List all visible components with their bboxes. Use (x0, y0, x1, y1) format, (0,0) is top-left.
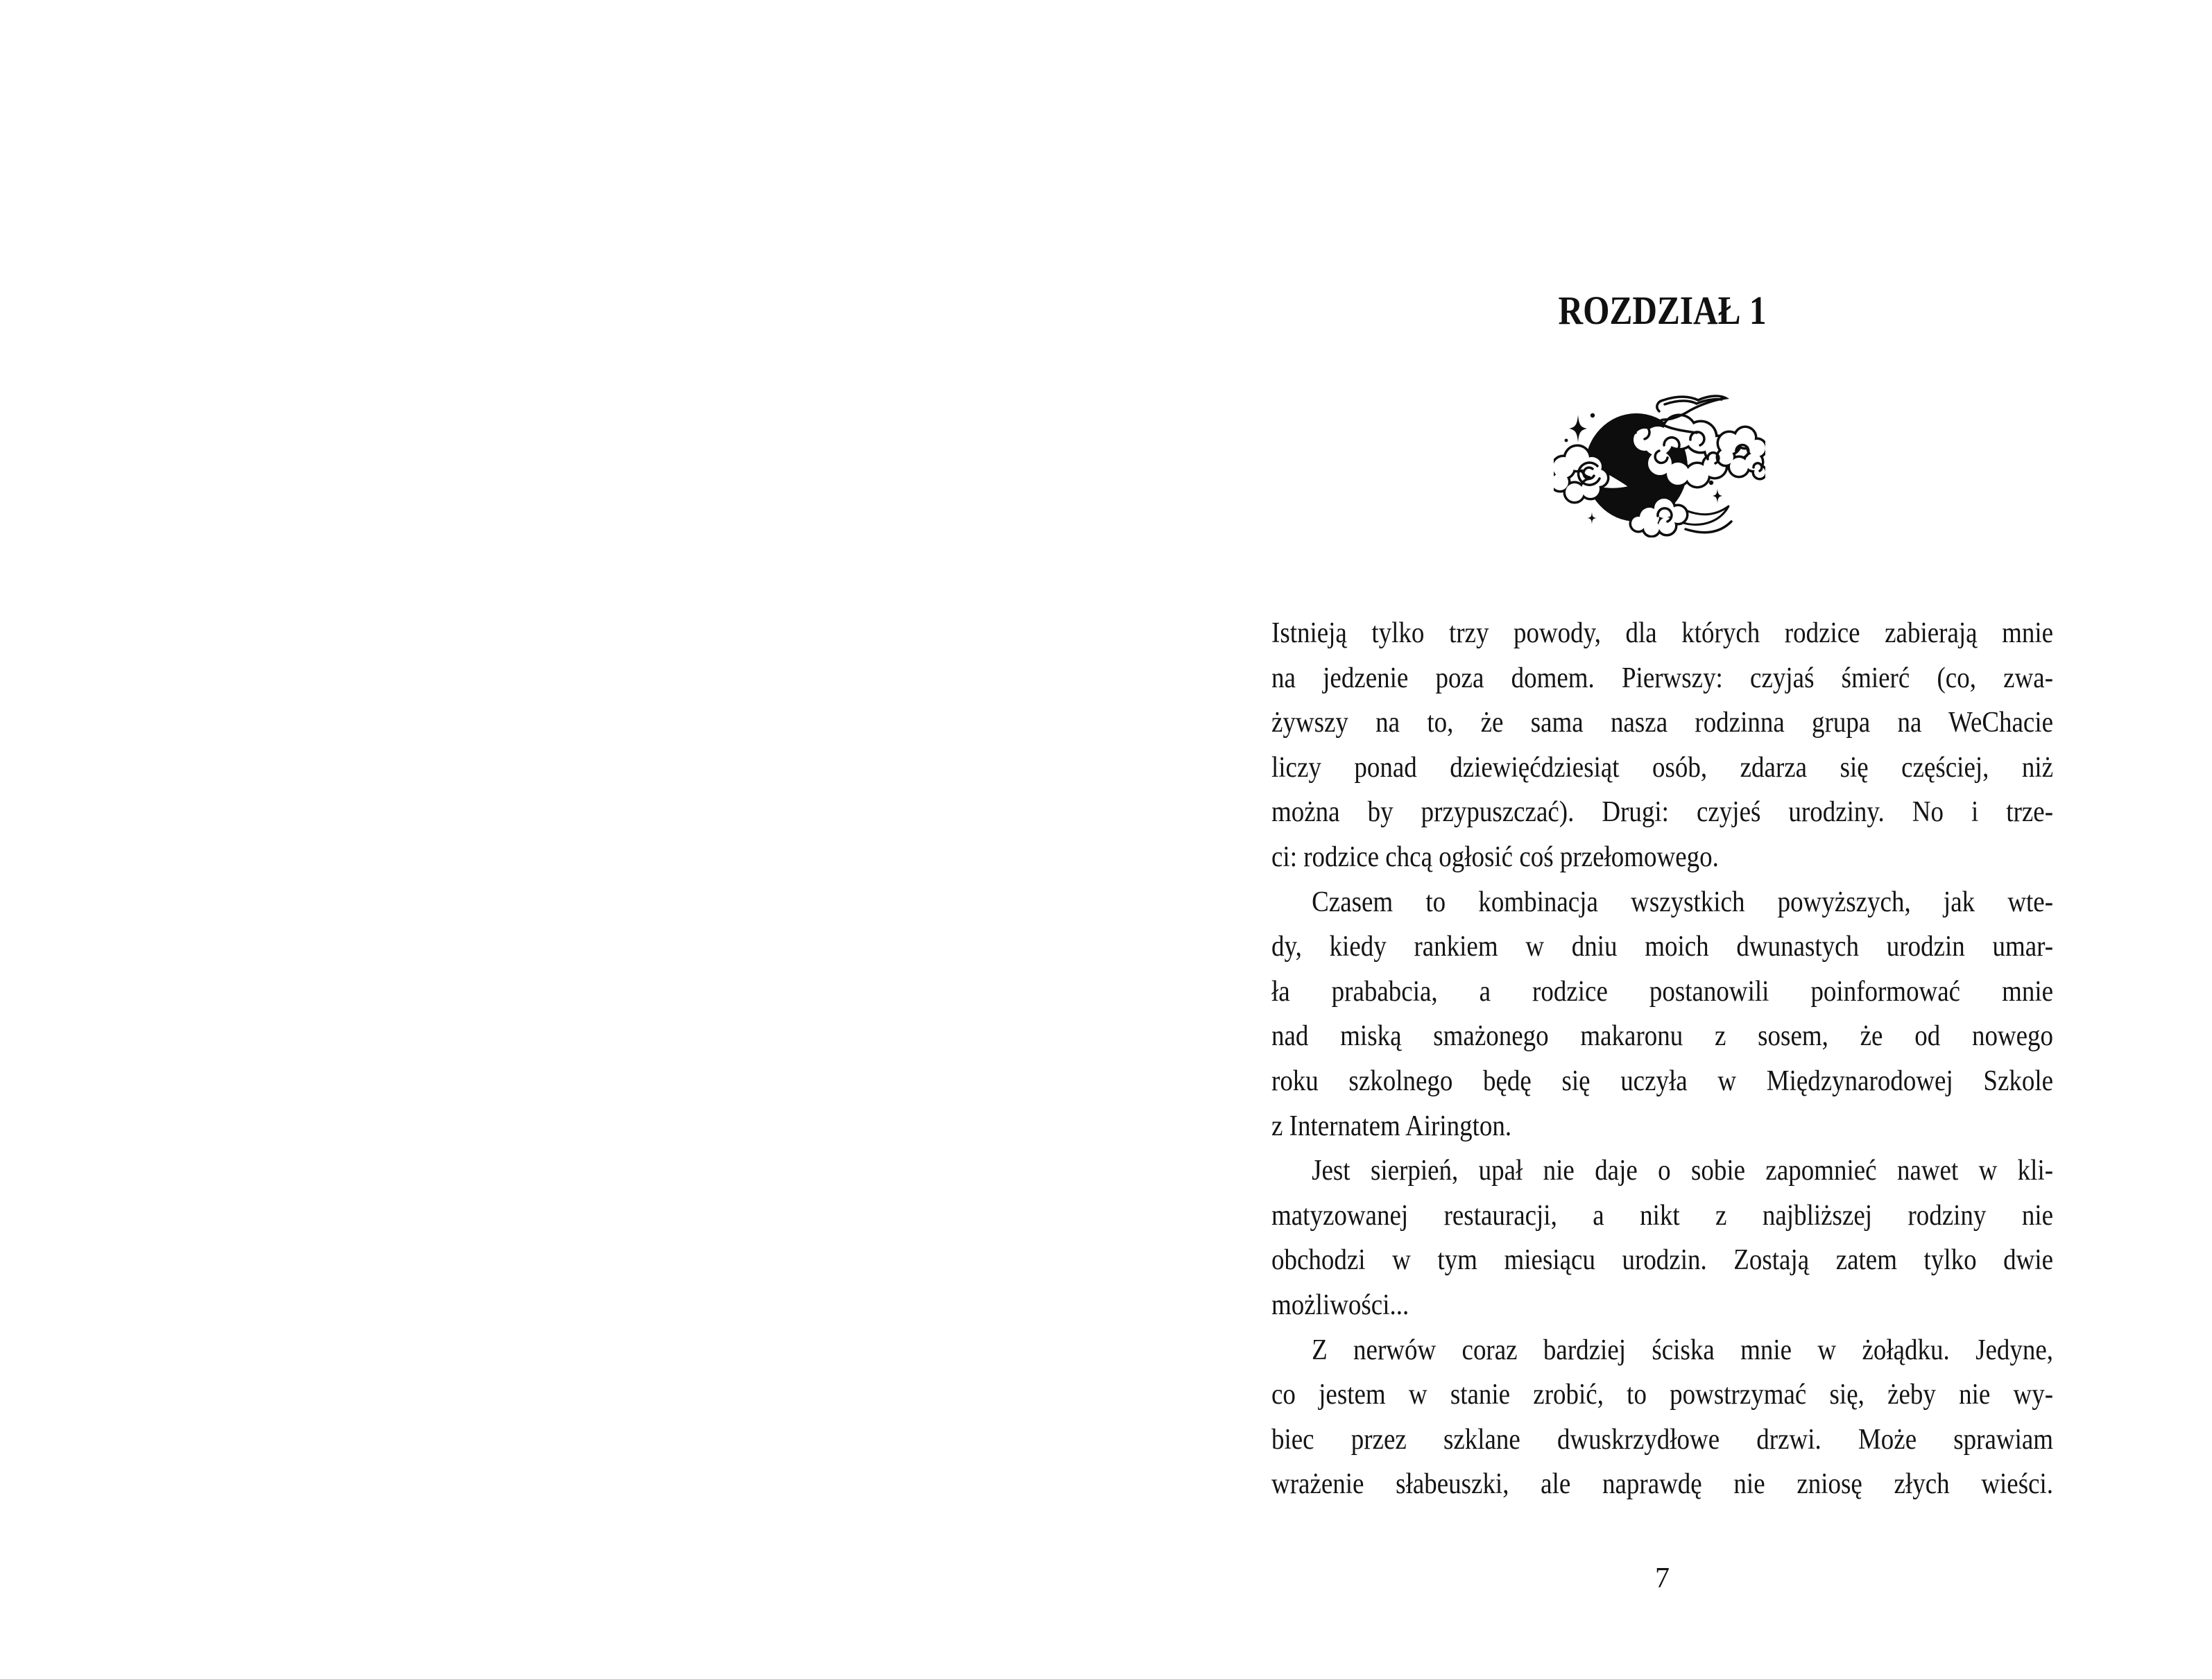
text-line: wrażenie słabeuszki, ale naprawdę nie zniosę złych wieści. (1271, 1468, 2054, 1501)
chapter-title: ROZDZIAŁ 1 (1558, 288, 1767, 333)
text-line: roku szkolnego będę się uczyła w Międzynarodowej Szkole (1271, 1065, 2054, 1097)
text-line: Jest sierpień, upał nie daje o sobie zapomnieć nawet w kli- (1312, 1155, 2054, 1187)
text-line: można by przypuszczać). Drugi: czyjeś urodziny. No i trze- (1271, 796, 2054, 829)
text-line: co jestem w stanie zrobić, to powstrzymać się, żeby nie wy- (1271, 1379, 2054, 1411)
paragraph (1271, 1328, 2053, 1507)
text-line: ła prababcia, a rodzice postanowili poinformować mnie (1271, 975, 2054, 1008)
text-line: dy, kiedy rankiem w dniu moich dwunastych urodzin umar- (1271, 931, 2054, 963)
paragraph (1271, 880, 2053, 1149)
text-line: żywszy na to, że sama nasza rodzinna grupa na WeChacie (1271, 707, 2054, 739)
text-line: na jedzenie poza domem. Pierwszy: czyjaś śmierć (co, zwa- (1271, 662, 2054, 694)
text-line: biec przez szklane dwuskrzydłowe drzwi. Może sprawiam (1271, 1423, 2054, 1456)
text-line: Czasem to kombinacja wszystkich powyższych, jak wte- (1312, 886, 2054, 918)
paragraph (1271, 1148, 2053, 1327)
text-line: z Internatem Airington. (1271, 1110, 1512, 1142)
text-line: matyzowanej restauracji, a nikt z najbliższej rodziny nie (1271, 1199, 2054, 1232)
text-line: Istnieją tylko trzy powody, dla których rodzice zabierają mnie (1271, 617, 2054, 649)
text-line: ci: rodzice chcą ogłosić coś przełomowego. (1271, 841, 1719, 873)
paragraph (1271, 611, 2053, 880)
text-line: możliwości... (1271, 1289, 1409, 1321)
sparkle-dot (1565, 439, 1568, 442)
moon-clouds-icon (1554, 390, 1765, 537)
sparkle-star-icon (1569, 415, 1587, 442)
moon-clouds-illustration (1554, 390, 1765, 537)
sparkle-star-icon (1713, 489, 1722, 503)
page-number: 7 (1655, 1562, 1670, 1594)
text-line: Z nerwów coraz bardziej ściska mnie w żołądku. Jedyne, (1312, 1334, 2054, 1366)
text-line: obchodzi w tym miesiącu urodzin. Zostają zatem tylko dwie (1271, 1244, 2054, 1277)
text-line: nad miską smażonego makaronu z sosem, że od nowego (1271, 1020, 2054, 1053)
sparkle-plus-icon (1587, 512, 1597, 524)
sparkle-dot (1709, 481, 1713, 485)
body-text (1271, 611, 2053, 1507)
sparkle-dot (1591, 413, 1595, 417)
text-line: liczy ponad dziewięćdziesiąt osób, zdarza się częściej, niż (1271, 751, 2054, 784)
